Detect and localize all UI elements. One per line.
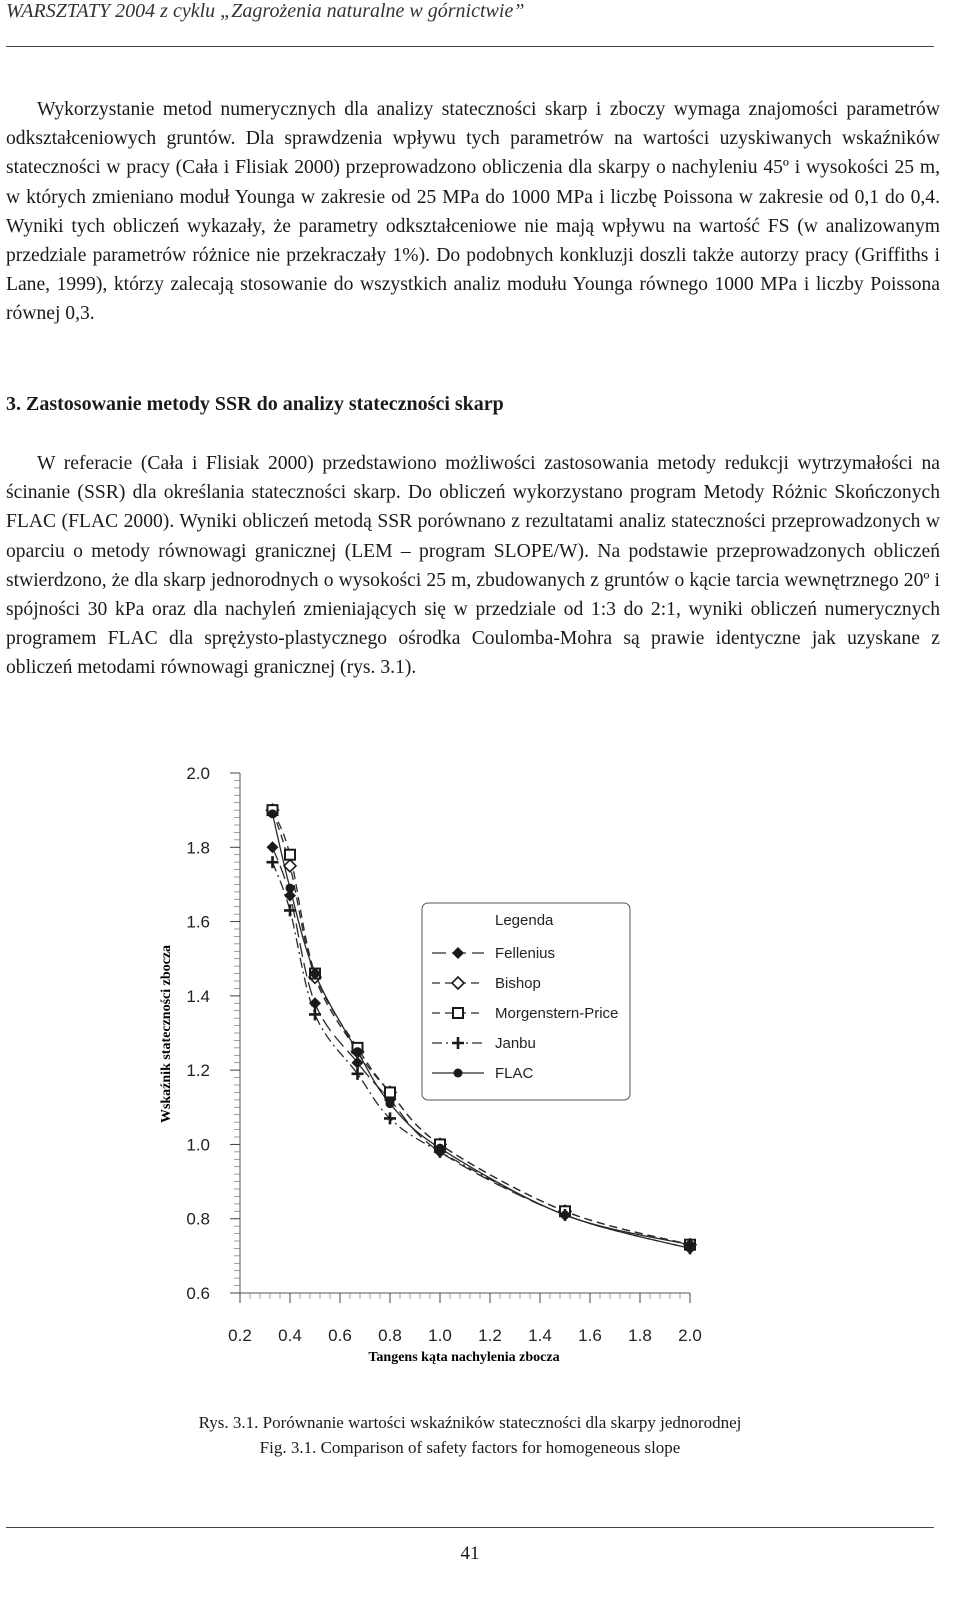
marker-shape — [268, 809, 277, 818]
marker-shape — [436, 1144, 445, 1153]
marker-shape — [285, 850, 295, 860]
legend-label: Morgenstern-Price — [495, 1005, 619, 1022]
data-point-flac — [436, 1144, 445, 1153]
legend-title: Legenda — [495, 912, 554, 929]
data-point-janbu — [352, 1068, 364, 1080]
data-point-morgenstern-price — [385, 1087, 395, 1097]
marker-shape — [352, 1068, 364, 1080]
data-point-flac — [353, 1047, 362, 1056]
x-tick-label: 1.2 — [478, 1326, 502, 1345]
section-heading: 3. Zastosowanie metody SSR do analizy stateczności skarp — [6, 393, 504, 415]
y-tick-label: 0.6 — [186, 1284, 210, 1303]
y-tick-label: 0.8 — [186, 1209, 210, 1229]
page-number: 41 — [460, 1543, 480, 1564]
x-tick-label: 0.4 — [278, 1326, 302, 1345]
figure-caption-pl: Rys. 3.1. Porównanie wartości wskaźników stateczności dla skarpy jednorodnej — [198, 1413, 742, 1432]
marker-shape — [686, 1240, 695, 1249]
data-point-fellenius — [309, 997, 321, 1009]
legend-label: Fellenius — [495, 945, 556, 962]
data-point-flac — [311, 969, 320, 978]
x-tick-label: 1.0 — [428, 1326, 452, 1345]
figure-caption-en: Fig. 3.1. Comparison of safety factors for homogeneous slope — [259, 1438, 681, 1457]
x-tick-label: 1.4 — [528, 1326, 552, 1345]
y-tick-label: 2.0 — [186, 764, 210, 783]
data-point-flac — [286, 884, 295, 893]
paragraph-1: Wykorzystanie metod numerycznych dla analizy stateczności skarp i zboczy wymaga znajomości parametrów odkształceniowych gruntów. Dla sprawdzenia wpływu tych parametrów na wartości uzyskiwanych wskaźników stateczności w pracy (Cała i Flisiak 2000) przeprowadzono obliczenia dla skarpy o nachyleniu 45º i wysokości 25 m, w których zmieniano moduł Younga w zakresie od 25 MPa do 1000 MPa i liczbę Poissona w zakresie od 0,1 do 0,4. Wyniki tych obliczeń wykazały, że parametry odkształceniowe nie mają wpływu na wartość FS (w analizowanym przedziale parametrów różnice nie przekraczały 1%). Do podobnych konkluzji doszli także autorzy pracy (Griffiths i Lane, 1999), którzy zalecają stosowanie do wszystkich analiz modułu Younga równego 1000 MPa i liczby Poissona równej 0,3. — [6, 99, 940, 325]
legend-marker — [454, 1069, 463, 1078]
data-point-flac — [268, 809, 277, 818]
marker-shape — [454, 1069, 463, 1078]
y-tick-label: 1.0 — [186, 1135, 210, 1155]
footer-rule — [6, 1527, 934, 1528]
legend-label: Janbu — [495, 1035, 536, 1052]
x-tick-label: 0.6 — [328, 1326, 352, 1345]
y-tick-label: 1.4 — [186, 986, 210, 1006]
data-point-flac — [686, 1240, 695, 1249]
marker-shape — [309, 1008, 321, 1020]
data-point-flac — [561, 1211, 570, 1220]
marker-shape — [561, 1211, 570, 1220]
x-axis-label: Tangens kąta nachylenia zbocza — [368, 1350, 560, 1365]
x-tick-label: 1.8 — [628, 1326, 652, 1345]
legend-label: Bishop — [495, 975, 541, 992]
marker-shape — [385, 1087, 395, 1097]
data-point-fellenius — [267, 841, 279, 853]
legend-label: FLAC — [495, 1065, 534, 1082]
marker-shape — [453, 1008, 463, 1018]
marker-shape — [353, 1047, 362, 1056]
y-axis-label: Wskaźnik stateczności zbocza — [159, 944, 174, 1124]
x-tick-label: 2.0 — [678, 1326, 702, 1345]
header-rule — [6, 46, 934, 47]
stability-chart — [150, 756, 750, 1368]
x-tick-label: 0.2 — [228, 1326, 252, 1345]
marker-shape — [386, 1099, 395, 1108]
marker-shape — [286, 884, 295, 893]
data-point-morgenstern-price — [285, 850, 295, 860]
x-tick-label: 1.6 — [578, 1326, 602, 1345]
marker-shape — [311, 969, 320, 978]
legend-marker — [453, 1008, 463, 1018]
data-point-janbu — [309, 1008, 321, 1020]
paragraph-2: W referacie (Cała i Flisiak 2000) przedstawiono możliwości zastosowania metody redukcji wytrzymałości na ścinanie (SSR) dla określania stateczności skarp. Do obliczeń wykorzystano program Metody Różnic Skończonych FLAC (FLAC 2000). Wyniki obliczeń metodą SSR porównano z rezultatami analiz stateczności przeprowadzonych w oparciu o metody równowagi granicznej (LEM – program SLOPE/W). Na podstawie przeprowadzonych obliczeń stwierdzono, że dla skarp jednorodnych o wysokości 25 m, zbudowanych z gruntów o kącie tarcia wewnętrznego 20º i spójności 30 kPa oraz dla nachyleń zmieniających się w przedziale od 1:3 do 2:1, wyniki obliczeń numerycznych programem FLAC dla sprężysto-plastycznego ośrodka Coulomba-Mohra są prawie identyczne jak uzyskane z obliczeń metodami równowagi granicznej (rys. 3.1). — [6, 453, 940, 679]
running-header: WARSZTATY 2004 z cyklu „Zagrożenia naturalne w górnictwie” — [6, 0, 525, 22]
y-tick-label: 1.6 — [186, 912, 210, 932]
chart-legend — [422, 903, 630, 1100]
x-tick-label: 0.8 — [378, 1326, 402, 1345]
marker-shape — [267, 841, 279, 853]
marker-shape — [309, 997, 321, 1009]
data-point-flac — [386, 1099, 395, 1108]
y-tick-label: 1.8 — [186, 838, 210, 858]
y-tick-label: 1.2 — [186, 1061, 210, 1081]
